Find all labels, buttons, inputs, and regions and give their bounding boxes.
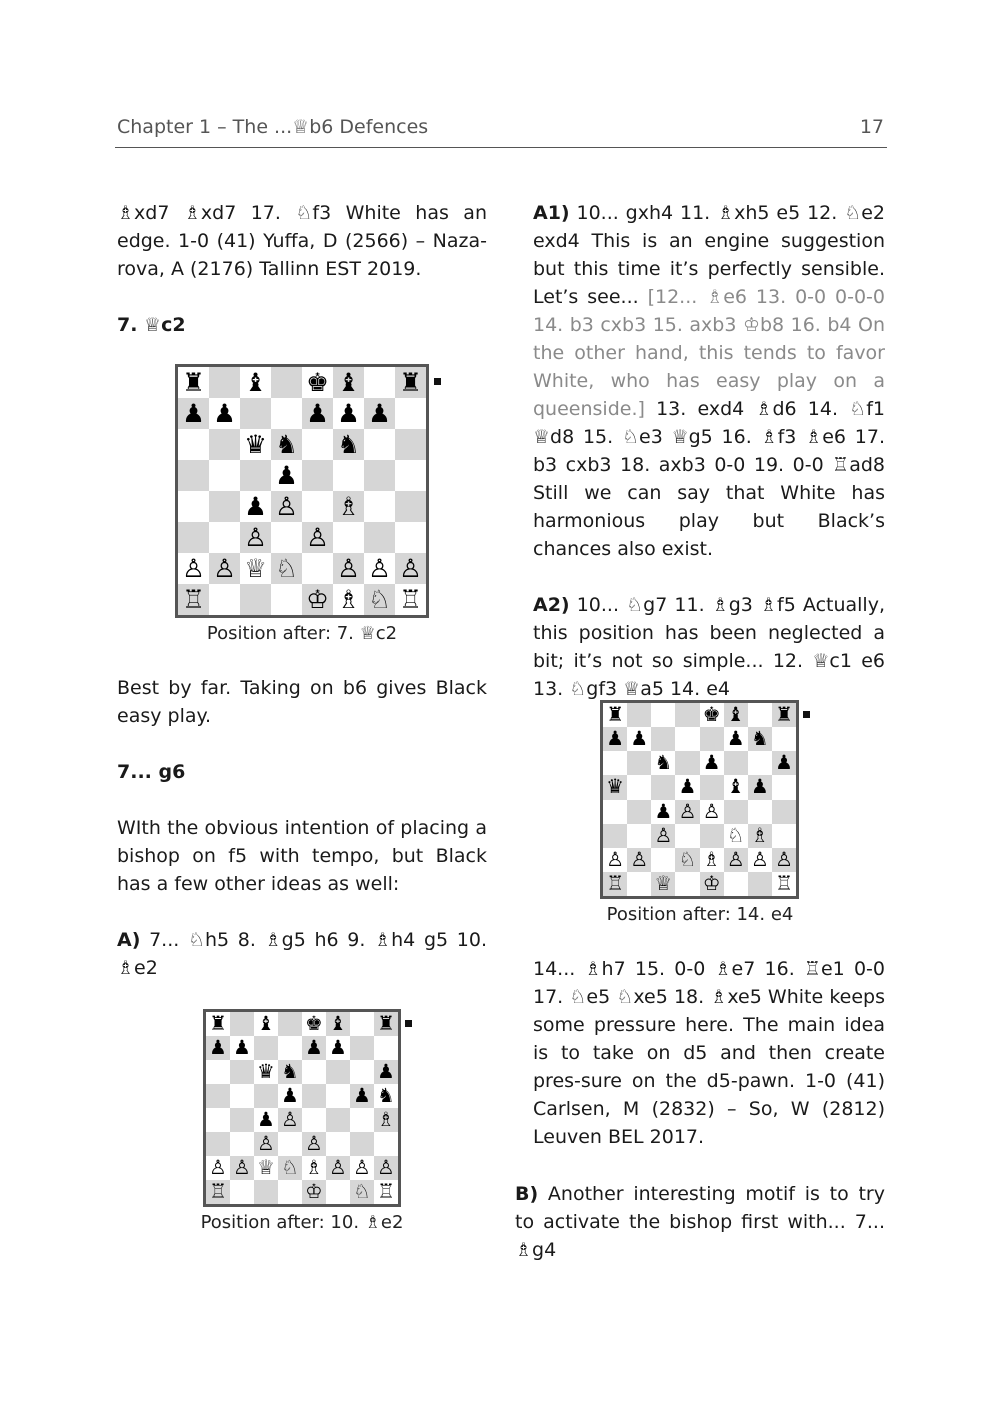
black-pawn-icon: ♟: [213, 398, 236, 428]
black-pawn-icon: ♟: [233, 1036, 251, 1059]
white-knight-icon: ♘: [678, 847, 697, 871]
square-h7: [772, 727, 796, 751]
black-pawn-icon: ♟: [182, 398, 205, 428]
square-d3: [675, 824, 699, 848]
white-king-icon: ♔: [305, 1180, 323, 1203]
black-bishop-icon: ♝: [244, 367, 267, 397]
white-rook-icon: ♖: [775, 871, 793, 895]
square-d8: [675, 703, 699, 727]
square-b3: [209, 522, 240, 553]
line-a2-label: A2): [533, 594, 570, 616]
black-queen-icon: ♛: [257, 1060, 275, 1083]
square-f5: [333, 460, 364, 491]
square-b6: [627, 751, 651, 775]
left-column: [117, 199, 487, 339]
square-b1: [209, 584, 240, 615]
black-to-move-marker: [434, 378, 441, 385]
square-b8: [627, 703, 651, 727]
square-d1: [675, 872, 699, 896]
square-d3: [278, 1132, 302, 1156]
square-a5: [178, 460, 209, 491]
white-bishop-icon: ♗: [337, 491, 360, 521]
black-pawn-icon: ♟: [368, 398, 391, 428]
white-pawn-icon: ♙: [702, 799, 721, 823]
white-bishop-icon: ♗: [377, 1108, 395, 1131]
diagram-caption: Position after: 14. e4: [606, 904, 794, 925]
white-pawn-icon: ♙: [233, 1156, 251, 1179]
black-pawn-icon: ♟: [630, 727, 649, 751]
white-bishop-icon: ♗: [305, 1156, 323, 1179]
square-e5: [302, 1084, 326, 1108]
right-column: [533, 199, 885, 703]
white-pawn-icon: ♙: [750, 847, 769, 871]
black-pawn-icon: ♟: [377, 1060, 395, 1083]
black-to-move-marker: [803, 711, 810, 718]
black-rook-icon: ♜: [377, 1012, 395, 1035]
move-heading-2-text: 7... g6: [117, 761, 186, 783]
square-b3: [230, 1132, 254, 1156]
black-pawn-icon: ♟: [329, 1036, 347, 1059]
square-f4: [724, 800, 748, 824]
square-b1: [230, 1180, 254, 1204]
square-d8: [271, 367, 302, 398]
square-g3: [364, 522, 395, 553]
white-bishop-icon: ♗: [702, 847, 721, 871]
line-b: [515, 1180, 885, 1264]
white-knight-icon: ♘: [281, 1156, 299, 1179]
move-heading-2: [117, 758, 487, 786]
square-g8: [748, 703, 772, 727]
square-h7: [374, 1036, 398, 1060]
white-rook-icon: ♖: [209, 1180, 227, 1203]
chess-diagram-2: [203, 1009, 401, 1207]
diagram-caption: Position after: 10. ♗e2: [200, 1212, 404, 1233]
square-h3: [772, 824, 796, 848]
square-g6: [364, 429, 395, 460]
black-pawn-icon: ♟: [702, 751, 721, 775]
square-c7: [254, 1036, 278, 1060]
square-a6: [603, 751, 627, 775]
square-b6: [230, 1060, 254, 1084]
white-rook-icon: ♖: [399, 584, 422, 614]
white-king-icon: ♔: [702, 871, 721, 895]
paragraph-continuation: ♗xd7 ♗xd7 17. ♘f3 White has an edge. 1-0 (41) Yuffa, D (2566) – Naza-rova, A (2176) Tallinn EST 2019.: [117, 202, 487, 280]
paragraph-best: Best by far. Taking on b6 gives Black easy play.: [117, 677, 487, 727]
white-pawn-icon: ♙: [654, 823, 673, 847]
square-e4: [302, 1108, 326, 1132]
square-g6: [748, 751, 772, 775]
white-pawn-icon: ♙: [306, 522, 329, 552]
white-pawn-icon: ♙: [275, 491, 298, 521]
black-king-icon: ♚: [305, 1012, 323, 1035]
square-e4: [302, 491, 333, 522]
white-pawn-icon: ♙: [606, 847, 624, 871]
white-pawn-icon: ♙: [281, 1108, 299, 1131]
square-e3: [700, 824, 724, 848]
black-knight-icon: ♞: [281, 1060, 299, 1083]
square-e2: [302, 553, 333, 584]
white-pawn-icon: ♙: [377, 1156, 395, 1179]
square-c7: [651, 727, 675, 751]
black-rook-icon: ♜: [182, 367, 205, 397]
line-a-text: 7... ♘h5 8. ♗g5 h6 9. ♗h4 g5 10. ♗e2: [117, 929, 487, 979]
black-pawn-icon: ♟: [775, 751, 793, 775]
square-g1: [748, 872, 772, 896]
black-rook-icon: ♜: [209, 1012, 227, 1035]
black-king-icon: ♚: [702, 703, 721, 726]
white-knight-icon: ♘: [353, 1180, 371, 1203]
black-knight-icon: ♞: [377, 1084, 395, 1107]
square-c7: [240, 398, 271, 429]
black-pawn-icon: ♟: [306, 398, 329, 428]
square-d7: [675, 727, 699, 751]
black-pawn-icon: ♟: [678, 775, 697, 799]
black-pawn-icon: ♟: [353, 1084, 371, 1107]
move-heading: [117, 311, 487, 339]
square-g8: [350, 1012, 374, 1036]
square-h3: [374, 1132, 398, 1156]
square-d7: [278, 1036, 302, 1060]
square-f6: [724, 751, 748, 775]
page-number: 17: [859, 116, 884, 138]
white-pawn-icon: ♙: [213, 553, 236, 583]
square-g8: [364, 367, 395, 398]
square-e6: [302, 1060, 326, 1084]
square-f1: [724, 872, 748, 896]
square-b4: [627, 800, 651, 824]
running-header: [117, 113, 886, 143]
square-h4: [395, 491, 426, 522]
white-pawn-icon: ♙: [305, 1132, 323, 1155]
square-g4: [350, 1108, 374, 1132]
square-c1: [254, 1180, 278, 1204]
header-rule: [115, 147, 887, 148]
square-a3: [603, 824, 627, 848]
black-bishop-icon: ♝: [726, 775, 745, 799]
square-b5: [627, 775, 651, 799]
square-d3: [271, 522, 302, 553]
black-queen-icon: ♛: [244, 429, 267, 459]
paragraph-continuation-14: 14... ♗h7 15. 0-0 ♗e7 16. ♖e1 0-0 17. ♘e5 ♘xe5 18. ♗xe5 White keeps some pressure here. The main idea is to take on d5 and then create pres-sure on the d5-pawn. 1-0 (41) Carlsen, M (2832) – So, W (2812) Leuven BEL 2017.: [533, 958, 885, 1148]
white-pawn-icon: ♙: [337, 553, 360, 583]
line-b-label: B): [515, 1183, 539, 1205]
black-rook-icon: ♜: [399, 367, 422, 397]
diagram-caption: Position after: 7. ♕c2: [206, 623, 398, 644]
black-bishop-icon: ♝: [337, 367, 360, 397]
black-pawn-icon: ♟: [606, 727, 624, 751]
white-pawn-icon: ♙: [399, 553, 422, 583]
white-knight-icon: ♘: [275, 553, 298, 583]
white-queen-icon: ♕: [654, 871, 673, 895]
square-a3: [178, 522, 209, 553]
line-a1: [533, 199, 885, 563]
line-a1-tail: 13. exd4 ♗d6 14. ♘f1 ♕d8 15. ♘e3 ♕g5 16. ♗f3 ♗e6 17. b3 cxb3 18. axb3 0-0 19. 0-0 ♖ad8 Still we can say that White has harmonious play but Black’s chances also exist.: [533, 398, 885, 560]
white-pawn-icon: ♙: [329, 1156, 347, 1179]
square-f4: [326, 1108, 350, 1132]
square-e5: [700, 775, 724, 799]
square-g5: [364, 460, 395, 491]
left-column-mid: [117, 674, 487, 982]
line-a: [117, 926, 487, 982]
square-a4: [603, 800, 627, 824]
square-f3: [333, 522, 364, 553]
square-f6: [326, 1060, 350, 1084]
white-bishop-icon: ♗: [337, 584, 360, 614]
white-knight-icon: ♘: [726, 823, 745, 847]
square-b8: [230, 1012, 254, 1036]
black-pawn-icon: ♟: [337, 398, 360, 428]
line-a2: [533, 591, 885, 703]
square-c1: [240, 584, 271, 615]
square-g4: [748, 800, 772, 824]
paragraph-intention: WIth the obvious intention of placing a bishop on f5 with tempo, but Black has a few other ideas as well:: [117, 817, 487, 895]
square-c5: [254, 1084, 278, 1108]
square-b5: [230, 1084, 254, 1108]
square-h3: [395, 522, 426, 553]
white-pawn-icon: ♙: [353, 1156, 371, 1179]
square-d1: [271, 584, 302, 615]
black-rook-icon: ♜: [775, 703, 793, 726]
square-h7: [395, 398, 426, 429]
white-pawn-icon: ♙: [209, 1156, 227, 1179]
white-pawn-icon: ♙: [678, 799, 697, 823]
white-pawn-icon: ♙: [775, 847, 793, 871]
square-b3: [627, 824, 651, 848]
black-pawn-icon: ♟: [281, 1084, 299, 1107]
square-e7: [700, 727, 724, 751]
chessboard: [600, 700, 799, 899]
move-heading-text: 7. ♕c2: [117, 314, 186, 336]
square-f1: [326, 1180, 350, 1204]
square-h6: [395, 429, 426, 460]
line-b-text: Another interesting motif is to try to activate the bishop first with... 7... ♗g4: [515, 1183, 885, 1261]
white-king-icon: ♔: [306, 584, 329, 614]
black-pawn-icon: ♟: [654, 799, 673, 823]
square-a3: [206, 1132, 230, 1156]
chessboard: [175, 364, 429, 618]
square-g3: [350, 1132, 374, 1156]
square-d7: [271, 398, 302, 429]
black-queen-icon: ♛: [606, 775, 624, 799]
chess-diagram-3: [600, 700, 799, 899]
black-pawn-icon: ♟: [726, 727, 745, 751]
square-b4: [230, 1108, 254, 1132]
square-a6: [206, 1060, 230, 1084]
black-bishop-icon: ♝: [329, 1012, 347, 1035]
white-pawn-icon: ♙: [630, 847, 649, 871]
white-pawn-icon: ♙: [368, 553, 391, 583]
square-g7: [350, 1036, 374, 1060]
square-g6: [350, 1060, 374, 1084]
black-pawn-icon: ♟: [244, 491, 267, 521]
square-g4: [364, 491, 395, 522]
white-rook-icon: ♖: [182, 584, 205, 614]
white-rook-icon: ♖: [606, 871, 624, 895]
square-b8: [209, 367, 240, 398]
square-h5: [395, 460, 426, 491]
black-knight-icon: ♞: [275, 429, 298, 459]
chapter-title: Chapter 1 – The ...♕b6 Defences: [117, 116, 429, 138]
black-rook-icon: ♜: [606, 703, 624, 726]
black-knight-icon: ♞: [337, 429, 360, 459]
black-pawn-icon: ♟: [257, 1108, 275, 1131]
square-a4: [178, 491, 209, 522]
black-pawn-icon: ♟: [750, 775, 769, 799]
square-a4: [206, 1108, 230, 1132]
square-f5: [326, 1084, 350, 1108]
square-a5: [206, 1084, 230, 1108]
square-e6: [302, 429, 333, 460]
square-e5: [302, 460, 333, 491]
white-knight-icon: ♘: [368, 584, 391, 614]
black-pawn-icon: ♟: [209, 1036, 227, 1059]
square-h4: [772, 800, 796, 824]
line-b-block: [515, 1180, 885, 1264]
white-bishop-icon: ♗: [750, 823, 769, 847]
white-pawn-icon: ♙: [244, 522, 267, 552]
black-to-move-marker: [405, 1020, 412, 1027]
white-rook-icon: ♖: [377, 1180, 395, 1203]
line-a1-text: 10... gxh4 11. ♗xh5 e5 12. ♘e2 exd4 This is an engine suggestion but this time it’s perfectly sensible. Let’s see...: [533, 202, 885, 308]
white-pawn-icon: ♙: [182, 553, 205, 583]
black-king-icon: ♚: [306, 367, 329, 397]
square-c5: [651, 775, 675, 799]
square-b6: [209, 429, 240, 460]
line-a-label: A): [117, 929, 141, 951]
chess-diagram-1: [175, 364, 429, 618]
black-pawn-icon: ♟: [305, 1036, 323, 1059]
black-pawn-icon: ♟: [275, 460, 298, 490]
right-column-lower: [533, 955, 885, 1151]
square-b5: [209, 460, 240, 491]
square-c8: [651, 703, 675, 727]
line-a2-text: 10... ♘g7 11. ♗g3 ♗f5 Actually, this position has been neglected a bit; it’s not so simple... 12. ♕c1 e6 13. ♘gf3 ♕a5 14. e4: [533, 594, 885, 700]
square-c5: [240, 460, 271, 491]
square-b1: [627, 872, 651, 896]
square-h5: [772, 775, 796, 799]
white-queen-icon: ♕: [257, 1156, 275, 1179]
chessboard: [203, 1009, 401, 1207]
square-a6: [178, 429, 209, 460]
square-b4: [209, 491, 240, 522]
white-queen-icon: ♕: [244, 553, 267, 583]
black-knight-icon: ♞: [654, 751, 673, 775]
line-a1-label: A1): [533, 202, 570, 224]
square-d8: [278, 1012, 302, 1036]
square-c2: [651, 848, 675, 872]
square-d1: [278, 1180, 302, 1204]
white-pawn-icon: ♙: [726, 847, 745, 871]
square-f3: [326, 1132, 350, 1156]
black-knight-icon: ♞: [750, 727, 769, 751]
square-d6: [675, 751, 699, 775]
black-bishop-icon: ♝: [726, 703, 745, 726]
line-a1-variation: [12... ♗e6 13. 0-0 0-0-0 14. b3 cxb3 15. axb3 ♔b8 16. b4 On the other hand, this tends to favor White, who has easy play on a queenside.]: [533, 286, 886, 420]
white-pawn-icon: ♙: [257, 1132, 275, 1155]
black-bishop-icon: ♝: [257, 1012, 275, 1035]
